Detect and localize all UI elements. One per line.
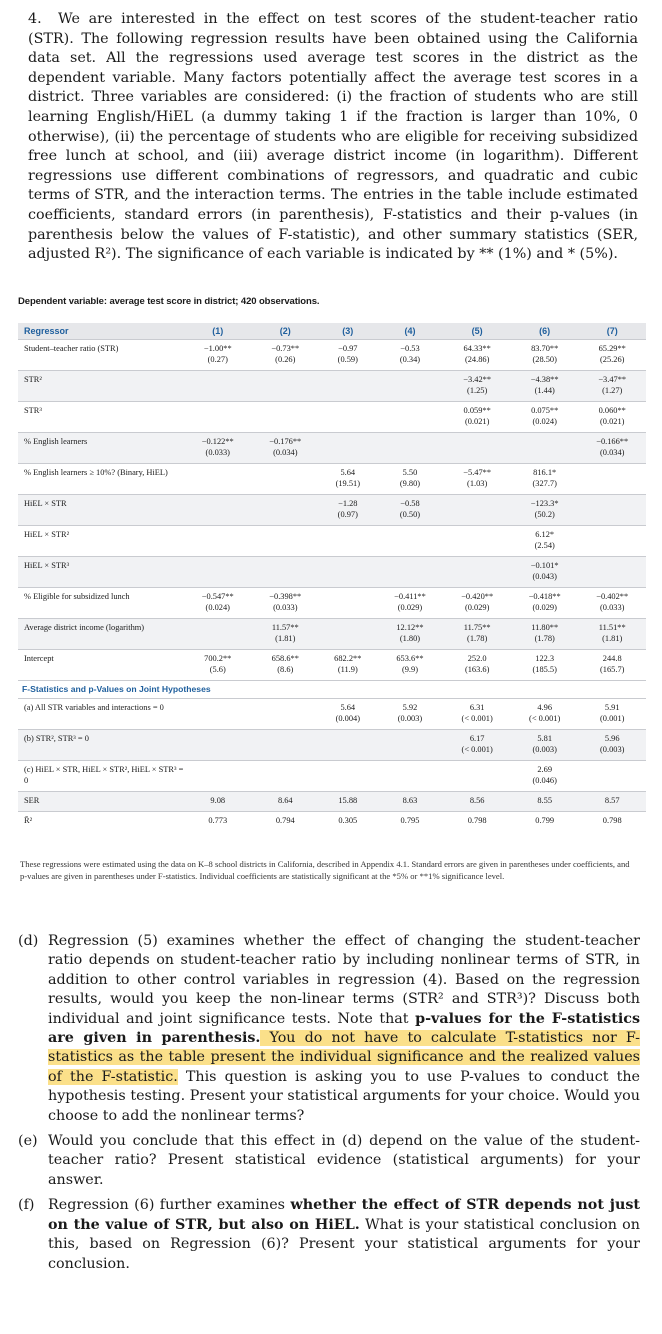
- row-label: STR³: [18, 402, 184, 433]
- coefficient: 122.3: [535, 654, 555, 663]
- row-label: (c) HiEL × STR, HiEL × STR², HiEL × STR³ = 0: [18, 761, 184, 792]
- table-cell: [443, 761, 511, 792]
- highlighted-text: You do not have to calculate T-statistics nor F-statistics as the table present the individual significance and the realized values of the F-statistic.: [48, 1030, 640, 1085]
- table-cell: [578, 588, 646, 619]
- table-row: [18, 526, 646, 557]
- coefficient: −0.166**: [596, 437, 629, 446]
- standard-error: (1.80): [399, 634, 421, 643]
- standard-error: (0.021): [600, 417, 625, 426]
- coefficient: −0.97: [338, 344, 358, 353]
- header-column: (7): [578, 323, 646, 340]
- problem-intro: [28, 10, 638, 265]
- summary-row: [18, 812, 646, 832]
- summary-value: 8.64: [252, 792, 320, 812]
- table-row: [18, 402, 646, 433]
- coefficient: 5.96: [604, 734, 620, 743]
- problem-number: 4.: [28, 11, 42, 27]
- table-cell: [184, 526, 252, 557]
- standard-error: (5.6): [209, 665, 226, 674]
- summary-value: 0.773: [184, 812, 252, 832]
- standard-error: (1.78): [467, 634, 488, 643]
- table-cell: [511, 761, 579, 792]
- standard-error: (0.021): [464, 417, 490, 426]
- question-tag: (e): [18, 1133, 38, 1150]
- standard-error: (327.7): [532, 479, 557, 488]
- row-label: (b) STR², STR³ = 0: [18, 730, 184, 761]
- table-cell: [377, 433, 444, 464]
- table-cell: [511, 699, 579, 730]
- standard-error: (0.033): [205, 448, 230, 457]
- table-cell: [578, 619, 646, 650]
- standard-error: (0.034): [600, 448, 625, 457]
- table-row: [18, 761, 646, 792]
- standard-error: (0.024): [532, 417, 557, 426]
- coefficient: −0.411**: [394, 592, 426, 601]
- summary-value: 0.305: [319, 812, 377, 832]
- header-column: (6): [511, 323, 579, 340]
- coefficient: 12.12**: [396, 623, 424, 632]
- table-cell: [578, 730, 646, 761]
- row-label: Student–teacher ratio (STR): [18, 340, 184, 371]
- table-cell: [184, 650, 252, 681]
- table-cell: [377, 699, 444, 730]
- standard-error: (< 0.001): [461, 714, 493, 723]
- table-cell: [578, 371, 646, 402]
- standard-error: (1.03): [467, 479, 488, 488]
- standard-error: (9.80): [399, 479, 421, 488]
- coefficient: 5.91: [604, 703, 620, 712]
- table-cell: [184, 588, 252, 619]
- row-label: Intercept: [18, 650, 184, 681]
- coefficient: 700.2**: [204, 654, 232, 663]
- table-row: [18, 464, 646, 495]
- table-cell: [377, 526, 444, 557]
- summary-value: 0.798: [578, 812, 646, 832]
- table-cell: [511, 495, 579, 526]
- table-cell: [443, 557, 511, 588]
- standard-error: (< 0.001): [461, 745, 493, 754]
- table-cell: [252, 340, 320, 371]
- table-cell: [252, 619, 320, 650]
- question-d: [18, 932, 640, 1126]
- table-cell: [443, 650, 511, 681]
- table-cell: [443, 730, 511, 761]
- table-cell: [578, 402, 646, 433]
- coefficient: −0.420**: [461, 592, 494, 601]
- standard-error: (0.003): [397, 714, 423, 723]
- table-cell: [319, 699, 377, 730]
- table-cell: [319, 526, 377, 557]
- table-cell: [184, 761, 252, 792]
- table-cell: [578, 433, 646, 464]
- coefficient: 11.57**: [271, 623, 299, 632]
- standard-error: (28.50): [532, 355, 557, 364]
- coefficient: 658.6**: [271, 654, 299, 663]
- summary-row: [18, 792, 646, 812]
- summary-value: 0.798: [443, 812, 511, 832]
- table-cell: [377, 495, 444, 526]
- table-cell: [252, 464, 320, 495]
- table-cell: [377, 557, 444, 588]
- table-cell: [443, 433, 511, 464]
- table-cell: [184, 730, 252, 761]
- header-column: (4): [377, 323, 444, 340]
- coefficient: 0.059**: [463, 406, 491, 415]
- coefficient: −0.101*: [530, 561, 559, 570]
- coefficient: 5.81: [537, 734, 552, 743]
- question-text: Would you conclude that this effect in (d) depend on the value of the student-teacher ratio? Present statistical evidence (statistical arguments) for your answer.: [48, 1133, 640, 1188]
- table-cell: [319, 340, 377, 371]
- question-e: [18, 1132, 640, 1190]
- standard-error: (0.034): [273, 448, 298, 457]
- table-cell: [578, 340, 646, 371]
- table-cell: [511, 402, 579, 433]
- coefficient: 653.6**: [396, 654, 424, 663]
- row-label: HiEL × STR: [18, 495, 184, 526]
- table-cell: [184, 464, 252, 495]
- standard-error: (1.27): [602, 386, 623, 395]
- table-cell: [578, 761, 646, 792]
- coefficient: 65.29**: [598, 344, 626, 353]
- table-cell: [252, 433, 320, 464]
- table-cell: [377, 761, 444, 792]
- coefficient: −0.58: [400, 499, 420, 508]
- coefficient: −0.547**: [201, 592, 234, 601]
- summary-value: 8.55: [511, 792, 579, 812]
- header-column: (3): [319, 323, 377, 340]
- row-label: HiEL × STR²: [18, 526, 184, 557]
- summary-value: 0.795: [377, 812, 444, 832]
- table-cell: [443, 619, 511, 650]
- table-cell: [578, 464, 646, 495]
- regression-table-block: [18, 296, 648, 831]
- table-cell: [578, 557, 646, 588]
- coefficient: 11.75**: [463, 623, 491, 632]
- standard-error: (0.029): [464, 603, 490, 612]
- table-cell: [443, 588, 511, 619]
- table-cell: [184, 402, 252, 433]
- coefficient: 11.51**: [598, 623, 626, 632]
- standard-error: (0.046): [532, 776, 557, 785]
- table-cell: [377, 730, 444, 761]
- coefficient: 83.70**: [531, 344, 559, 353]
- table-cell: [511, 557, 579, 588]
- table-cell: [578, 650, 646, 681]
- table-cell: [252, 730, 320, 761]
- table-cell: [443, 402, 511, 433]
- summary-value: 8.57: [578, 792, 646, 812]
- table-cell: [252, 526, 320, 557]
- table-cell: [511, 433, 579, 464]
- standard-error: (1.78): [534, 634, 555, 643]
- table-row: [18, 588, 646, 619]
- table-cell: [377, 371, 444, 402]
- row-label: SER: [18, 792, 184, 812]
- summary-value: 8.63: [377, 792, 444, 812]
- standard-error: (0.27): [207, 355, 228, 364]
- summary-value: 8.56: [443, 792, 511, 812]
- coefficient: 6.17: [469, 734, 485, 743]
- table-cell: [184, 371, 252, 402]
- coefficient: −0.398**: [269, 592, 302, 601]
- coefficient: 64.33**: [463, 344, 491, 353]
- standard-error: (185.5): [532, 665, 557, 674]
- table-cell: [319, 402, 377, 433]
- table-cell: [319, 650, 377, 681]
- table-cell: [252, 371, 320, 402]
- question-text-part: Regression (5) examines whether the effect of changing the student-teacher ratio depends on student-teacher ratio by including nonlinear terms of STR, in addition to other control variables in regression (4). Based on the regression results, would you keep the non-linear terms (STR² and STR³)? Discuss both individual and joint significance tests. Note that: [48, 933, 640, 1027]
- table-row: [18, 619, 646, 650]
- standard-error: (0.024): [205, 603, 230, 612]
- question-list: [18, 932, 640, 1280]
- table-cell: [252, 699, 320, 730]
- table-cell: [377, 619, 444, 650]
- question-text-bold: whether the effect of STR depends not just on the value of STR, but also on HiEL.: [48, 1197, 640, 1233]
- table-cell: [252, 557, 320, 588]
- table-row: [18, 699, 646, 730]
- table-cell: [319, 371, 377, 402]
- table-cell: [252, 650, 320, 681]
- table-row: [18, 433, 646, 464]
- row-label: R̄²: [18, 812, 184, 832]
- standard-error: (19.51): [335, 479, 360, 488]
- standard-error: (0.003): [532, 745, 557, 754]
- standard-error: (25.26): [600, 355, 625, 364]
- question-text-part: What is your statistical conclusion on this, based on Regression (6)? Present your statistical arguments for your conclusion.: [48, 1216, 640, 1272]
- table-cell: [184, 557, 252, 588]
- coefficient: −0.418**: [528, 592, 561, 601]
- table-cell: [252, 402, 320, 433]
- question-text-bold: p-values for the F-statistics are given in parenthesis.: [48, 1010, 641, 1047]
- table-cell: [252, 495, 320, 526]
- coefficient: −0.122**: [201, 437, 234, 446]
- header-column: (5): [443, 323, 511, 340]
- row-label: % English learners ≥ 10%? (Binary, HiEL): [18, 464, 184, 495]
- summary-value: 0.794: [252, 812, 320, 832]
- coefficient: 244.8: [602, 654, 622, 663]
- table-row: [18, 650, 646, 681]
- table-cell: [443, 495, 511, 526]
- table-cell: [377, 402, 444, 433]
- standard-error: (24.86): [464, 355, 490, 364]
- coefficient: 5.50: [402, 468, 418, 477]
- question-tag: (d): [18, 933, 39, 949]
- coefficient: 252.0: [467, 654, 487, 663]
- coefficient: −0.73**: [271, 344, 300, 353]
- table-cell: [252, 588, 320, 619]
- table-cell: [319, 730, 377, 761]
- table-cell: [377, 650, 444, 681]
- coefficient: −0.53: [400, 344, 420, 353]
- table-cell: [511, 588, 579, 619]
- coefficient: 682.2**: [334, 654, 362, 663]
- table-cell: [319, 433, 377, 464]
- coefficient: −4.38**: [530, 375, 559, 384]
- table-cell: [184, 495, 252, 526]
- standard-error: (0.029): [532, 603, 557, 612]
- coefficient: 816.1*: [533, 468, 557, 477]
- table-row: [18, 371, 646, 402]
- coefficient: −5.47**: [463, 468, 492, 477]
- table-cell: [443, 699, 511, 730]
- table-note: These regressions were estimated using the data on K–8 school districts in California, described in Appendix 4.1. Standard errors are given in parentheses under coefficients, and p-values are given in parentheses under F-statistics. Individual coefficients are statistically significant at the *5% or **1% significance level.: [20, 859, 630, 881]
- coefficient: −3.42**: [463, 375, 492, 384]
- question-tag: (f): [18, 1197, 35, 1214]
- standard-error: (1.44): [534, 386, 555, 395]
- table-cell: [377, 340, 444, 371]
- table-cell: [511, 619, 579, 650]
- table-header-row: [18, 323, 646, 340]
- ftest-section-header: [18, 681, 646, 699]
- table-cell: [319, 464, 377, 495]
- table-cell: [511, 650, 579, 681]
- coefficient: 11.80**: [531, 623, 559, 632]
- table-row: [18, 495, 646, 526]
- coefficient: 4.96: [537, 703, 552, 712]
- problem-text: We are interested in the effect on test scores of the student-teacher ratio (STR). The following regression results have been obtained using the California data set. All the regressions used average test scores in the district as the dependent variable. Many factors potentially affect the average test scores in a district. Three variables are considered: (i) the fraction of students who are still learning English/HiEL (a dummy taking 1 if the fraction is larger than 10%, 0 otherwise), (ii) the percentage of students who are eligible for receiving subsidized free lunch at school, and (iii) average district income (in logarithm). Different regressions use different combinations of regressors, and quadratic and cubic terms of STR, and the interaction terms. The entries in the table include estimated coefficients, standard errors (in parenthesis), F-statistics and their p-values (in parenthesis below the values of F-statistic), and other summary statistics (SER, adjusted R²). The significance of each variable is indicated by ** (1%) and * (5%).: [28, 11, 638, 263]
- standard-error: (8.6): [277, 665, 294, 674]
- table-cell: [319, 761, 377, 792]
- standard-error: (50.2): [534, 510, 555, 519]
- row-label: (a) All STR variables and interactions = 0: [18, 699, 184, 730]
- table-cell: [578, 699, 646, 730]
- table-cell: [184, 699, 252, 730]
- table-cell: [377, 464, 444, 495]
- table-row: [18, 730, 646, 761]
- table-cell: [578, 526, 646, 557]
- table-cell: [443, 526, 511, 557]
- table-cell: [443, 371, 511, 402]
- table-cell: [578, 495, 646, 526]
- standard-error: (1.81): [602, 634, 623, 643]
- standard-error: (0.001): [600, 714, 625, 723]
- coefficient: 6.12*: [535, 530, 555, 539]
- ftest-title: F-Statistics and p-Values on Joint Hypotheses: [18, 681, 646, 699]
- table-cell: [377, 588, 444, 619]
- coefficient: −123.3*: [530, 499, 559, 508]
- standard-error: (2.54): [534, 541, 555, 550]
- standard-error: (0.003): [600, 745, 625, 754]
- table-cell: [319, 557, 377, 588]
- standard-error: (0.033): [600, 603, 625, 612]
- table-row: [18, 557, 646, 588]
- question-text-part: This question is asking you to use P-values to conduct the hypothesis testing. Present your statistical arguments for your choice. Would you choose to add the nonlinear terms?: [48, 1068, 640, 1124]
- coefficient: 0.075**: [531, 406, 559, 415]
- coefficient: 5.92: [402, 703, 418, 712]
- table-cell: [511, 340, 579, 371]
- coefficient: 5.64: [340, 468, 356, 477]
- table-row: [18, 340, 646, 371]
- row-label: % Eligible for subsidized lunch: [18, 588, 184, 619]
- standard-error: (0.26): [275, 355, 296, 364]
- standard-error: (1.25): [467, 386, 488, 395]
- coefficient: −0.176**: [269, 437, 302, 446]
- standard-error: (< 0.001): [529, 714, 561, 723]
- coefficient: −0.402**: [596, 592, 629, 601]
- table-cell: [252, 761, 320, 792]
- coefficient: 2.69: [537, 765, 552, 774]
- coefficient: 5.64: [340, 703, 356, 712]
- table-cell: [184, 340, 252, 371]
- header-regressor: Regressor: [18, 323, 184, 340]
- coefficient: −3.47**: [598, 375, 627, 384]
- standard-error: (11.9): [337, 665, 358, 674]
- row-label: HiEL × STR³: [18, 557, 184, 588]
- table-cell: [319, 495, 377, 526]
- row-label: Average district income (logarithm): [18, 619, 184, 650]
- standard-error: (0.029): [397, 603, 423, 612]
- summary-value: 9.08: [184, 792, 252, 812]
- row-label: STR²: [18, 371, 184, 402]
- question-text-part: Regression (6) further examines: [48, 1197, 291, 1214]
- row-label: % English learners: [18, 433, 184, 464]
- table-cell: [184, 619, 252, 650]
- question-text: [48, 932, 640, 1126]
- table-cell: [319, 619, 377, 650]
- summary-value: 15.88: [319, 792, 377, 812]
- header-column: (2): [252, 323, 320, 340]
- standard-error: (1.81): [275, 634, 296, 643]
- regression-table: [18, 323, 646, 831]
- standard-error: (0.004): [335, 714, 360, 723]
- standard-error: (0.97): [337, 510, 358, 519]
- table-cell: [184, 433, 252, 464]
- table-cell: [511, 464, 579, 495]
- table-cell: [443, 464, 511, 495]
- summary-value: 0.799: [511, 812, 579, 832]
- question-f: [18, 1196, 640, 1274]
- table-cell: [443, 340, 511, 371]
- table-cell: [511, 371, 579, 402]
- standard-error: (0.043): [532, 572, 557, 581]
- standard-error: (0.033): [273, 603, 298, 612]
- question-text: [48, 1196, 640, 1274]
- standard-error: (165.7): [600, 665, 625, 674]
- table-cell: [319, 588, 377, 619]
- coefficient: −1.28: [338, 499, 358, 508]
- standard-error: (9.9): [401, 665, 418, 674]
- coefficient: 0.060**: [598, 406, 626, 415]
- coefficient: 6.31: [469, 703, 485, 712]
- table-title: Dependent variable: average test score in district; 420 observations.: [18, 296, 320, 307]
- header-column: (1): [184, 323, 252, 340]
- standard-error: (0.59): [337, 355, 358, 364]
- standard-error: (163.6): [464, 665, 490, 674]
- table-cell: [511, 730, 579, 761]
- standard-error: (0.34): [399, 355, 421, 364]
- table-cell: [511, 526, 579, 557]
- coefficient: −1.00**: [203, 344, 232, 353]
- standard-error: (0.50): [399, 510, 421, 519]
